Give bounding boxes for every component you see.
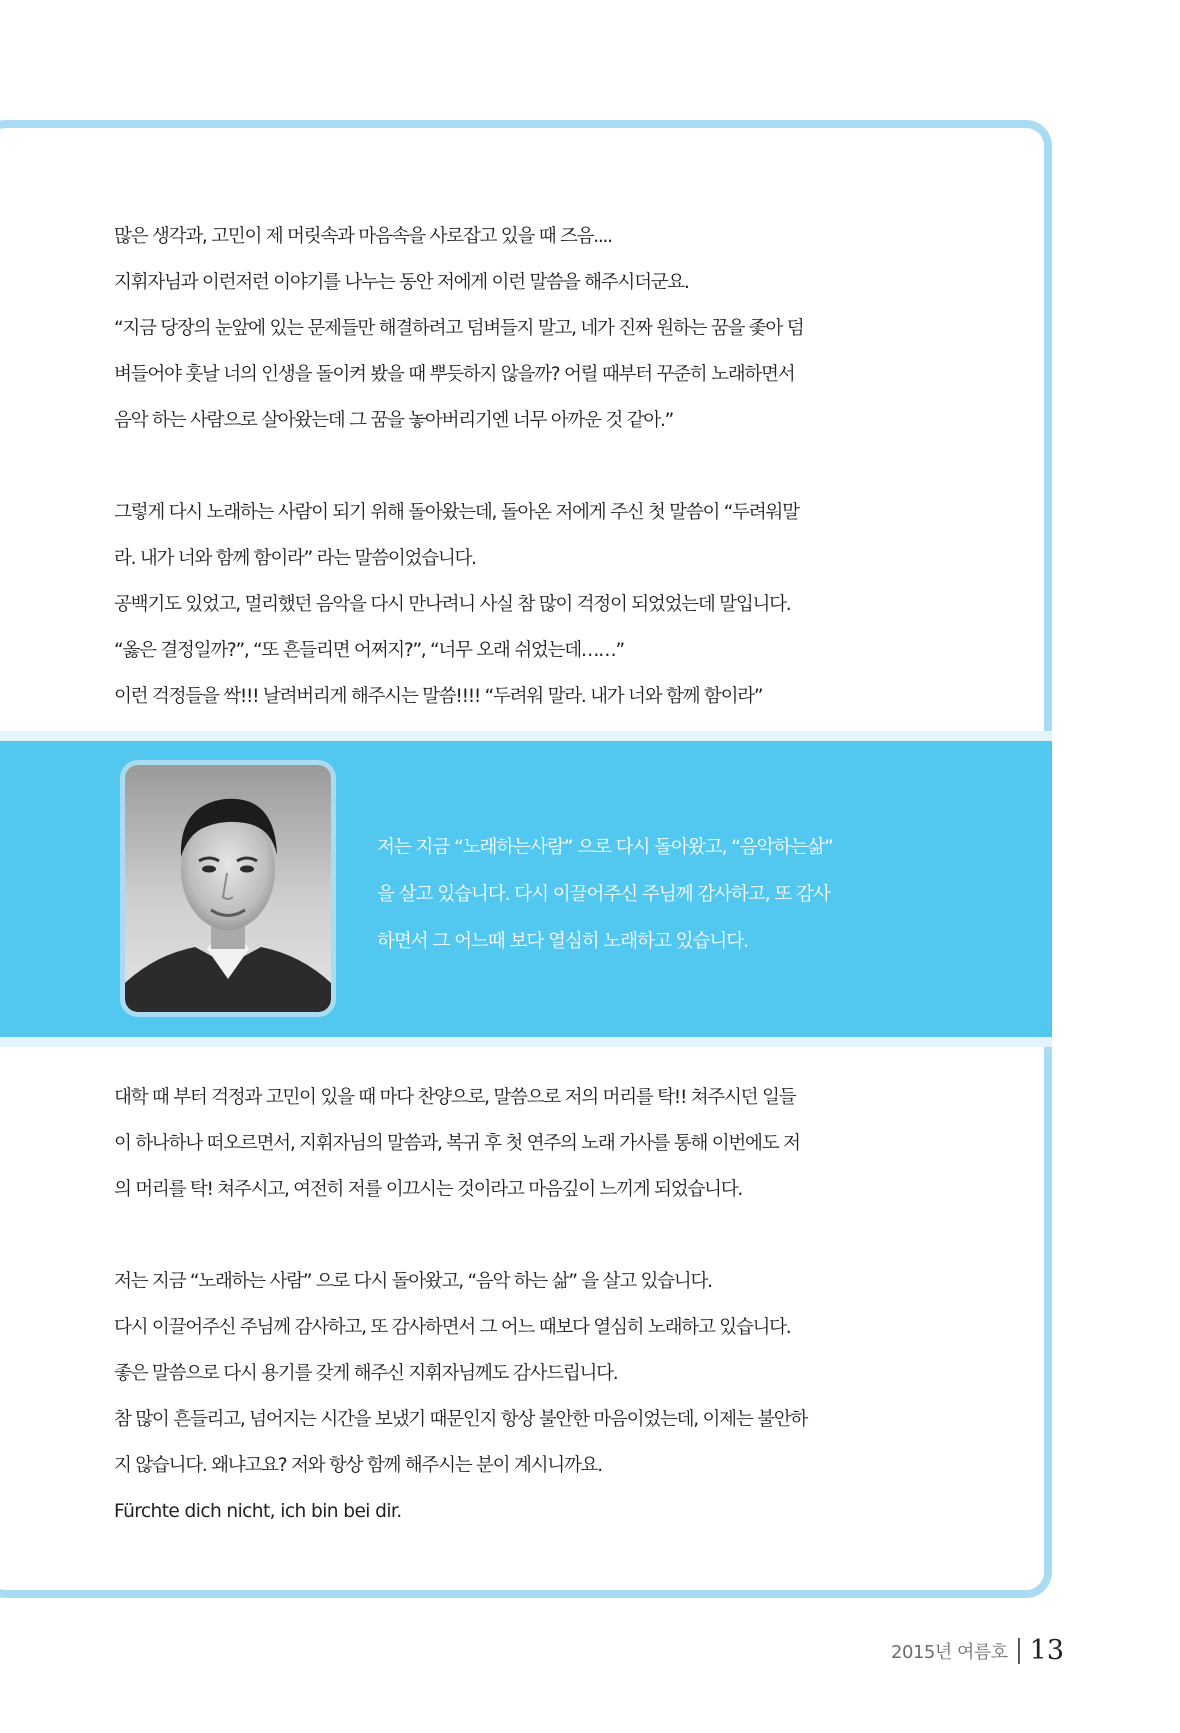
portrait-photo (120, 760, 336, 1017)
quote-band-top-separator (0, 731, 1052, 741)
paragraph-line: “지금 당장의 눈앞에 있는 문제들만 해결하려고 덤벼들지 말고, 네가 진짜 원하는 꿈을 좇아 덤 (114, 318, 804, 339)
portrait-image (125, 765, 331, 1012)
pull-quote-line: 저는 지금 “노래하는사람” 으로 다시 돌아왔고, “음악하는삶” (377, 837, 833, 858)
article-body-top (114, 226, 874, 708)
paragraph-line: 지 않습니다. 왜냐고요? 저와 항상 함께 해주시는 분이 계시니까요. (114, 1455, 602, 1476)
paragraph-line: 많은 생각과, 고민이 제 머릿속과 마음속을 사로잡고 있을 때 즈음.... (114, 226, 612, 247)
paragraph-line: 지휘자님과 이런저런 이야기를 나누는 동안 저에게 이런 말씀을 해주시더군요. (114, 272, 689, 293)
footer-divider (1018, 1638, 1020, 1664)
paragraph-line: Fürchte dich nicht, ich bin bei dir. (114, 1501, 402, 1522)
paragraph-line: 라. 내가 너와 함께 함이라” 라는 말씀이었습니다. (114, 548, 476, 569)
pull-quote-line: 을 살고 있습니다. 다시 이끌어주신 주님께 감사하고, 또 감사 (377, 884, 830, 905)
pull-quote (377, 837, 897, 978)
issue-label: 2015년 여름호 (891, 1642, 1008, 1663)
paragraph-line: 이런 걱정들을 싹!!! 날려버리게 해주시는 말씀!!!! “두려워 말라. 내가 너와 함께 함이라” (114, 686, 763, 707)
paragraph-line: 음악 하는 사람으로 살아왔는데 그 꿈을 놓아버리기엔 너무 아까운 것 같아.” (114, 410, 673, 431)
article-body-bottom (114, 1087, 874, 1523)
paragraph-line: 공백기도 있었고, 멀리했던 음악을 다시 만나려니 사실 참 많이 걱정이 되었었는데 말입니다. (114, 594, 791, 615)
paragraph-line: 좋은 말씀으로 다시 용기를 갖게 해주신 지휘자님께도 감사드립니다. (114, 1363, 618, 1384)
page-footer (891, 1636, 1064, 1666)
paragraph-line: 이 하나하나 떠오르면서, 지휘자님의 말씀과, 복귀 후 첫 연주의 노래 가사를 통해 이번에도 저 (114, 1133, 800, 1154)
paragraph-line: 저는 지금 “노래하는 사람” 으로 다시 돌아왔고, “음악 하는 삶” 을 살고 있습니다. (114, 1271, 712, 1292)
paragraph-line: 다시 이끌어주신 주님께 감사하고, 또 감사하면서 그 어느 때보다 열심히 노래하고 있습니다. (114, 1317, 791, 1338)
paragraph-line: 벼들어야 훗날 너의 인생을 돌이켜 봤을 때 뿌듯하지 않을까? 어릴 때부터 꾸준히 노래하면서 (114, 364, 795, 385)
paragraph-line: “옳은 결정일까?”, “또 흔들리면 어쩌지?”, “너무 오래 쉬었는데……” (114, 640, 624, 661)
paragraph-line: 대학 때 부터 걱정과 고민이 있을 때 마다 찬양으로, 말씀으로 저의 머리를 탁!! 쳐주시던 일들 (114, 1087, 796, 1108)
page-number: 13 (1029, 1635, 1064, 1666)
paragraph-line: 의 머리를 탁! 쳐주시고, 여전히 저를 이끄시는 것이라고 마음깊이 느끼게 되었습니다. (114, 1179, 742, 1200)
paragraph-line: 그렇게 다시 노래하는 사람이 되기 위해 돌아왔는데, 돌아온 저에게 주신 첫 말씀이 “두려워말 (114, 502, 799, 523)
pull-quote-line: 하면서 그 어느때 보다 열심히 노래하고 있습니다. (377, 931, 748, 952)
quote-band-bottom-separator (0, 1037, 1052, 1047)
paragraph-line: 참 많이 흔들리고, 넘어지는 시간을 보냈기 때문인지 항상 불안한 마음이었는데, 이제는 불안하 (114, 1409, 808, 1430)
